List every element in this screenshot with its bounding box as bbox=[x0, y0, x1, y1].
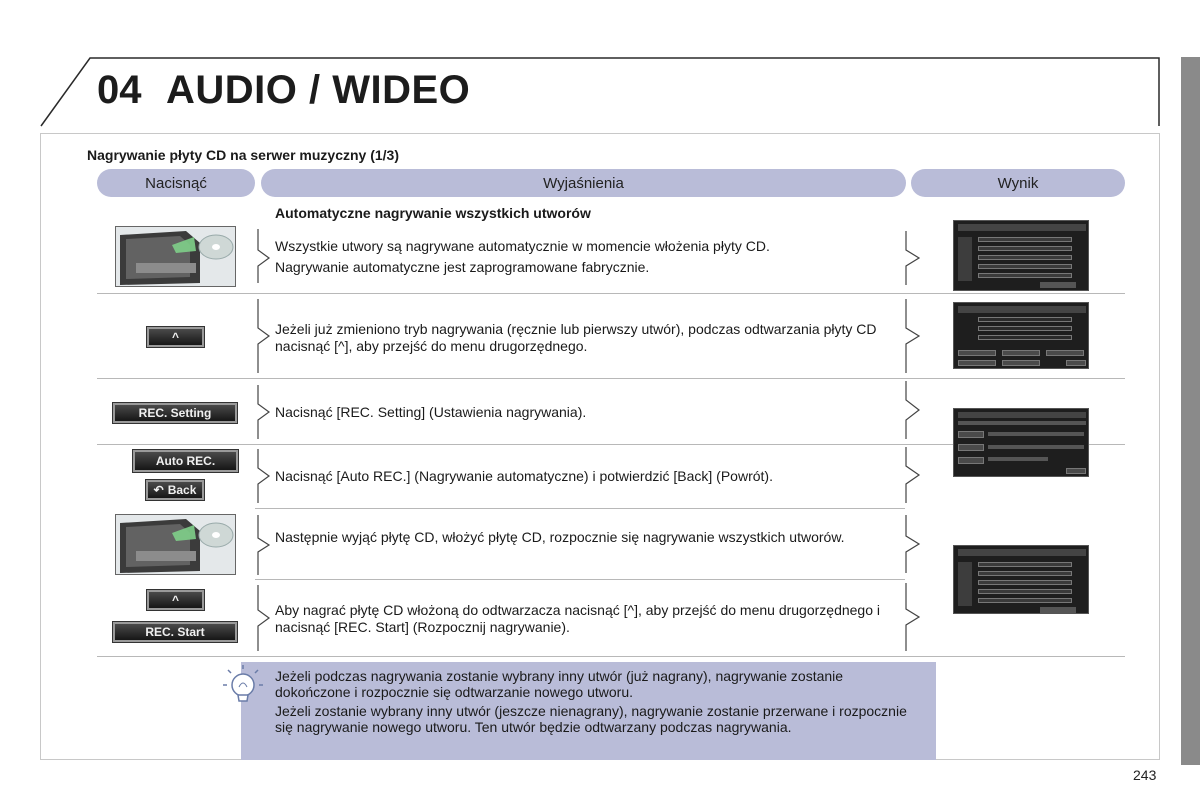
rec-setting-button[interactable]: REC. Setting bbox=[113, 403, 237, 423]
side-tab-bar bbox=[1181, 57, 1200, 765]
row-1-line-1: Wszystkie utwory są nagrywane automatycznie w momencie włożenia płyty CD. bbox=[275, 238, 770, 254]
row-3-explanation: Nacisnąć [REC. Setting] (Ustawienia nagrywania). bbox=[275, 404, 587, 420]
lightbulb-tip-icon bbox=[223, 665, 263, 710]
row-1-line-2: Nagrywanie automatyczne jest zaprogramowane fabrycznie. bbox=[275, 259, 650, 275]
chevron-right-icon bbox=[256, 298, 272, 374]
rec-start-button[interactable]: REC. Start bbox=[113, 622, 237, 642]
chevron-right-icon bbox=[904, 582, 922, 652]
result-screen-rec-setting bbox=[953, 408, 1089, 477]
row-divider bbox=[255, 579, 905, 580]
row-divider bbox=[97, 293, 1125, 294]
section-heading: Nagrywanie płyty CD na serwer muzyczny (1/3) bbox=[87, 147, 399, 163]
row-1-explanation bbox=[275, 238, 895, 280]
chevron-right-icon bbox=[256, 514, 272, 576]
result-screen-submenu bbox=[953, 302, 1089, 369]
result-screen-track-list bbox=[953, 545, 1089, 614]
chevron-right-icon bbox=[256, 228, 272, 284]
chapter-title: AUDIO / WIDEO bbox=[166, 68, 471, 112]
cd-insertion-photo bbox=[115, 514, 236, 575]
row-divider bbox=[97, 378, 1125, 379]
column-header-explanations: Wyjaśnienia bbox=[261, 169, 906, 197]
chevron-right-icon bbox=[256, 448, 272, 504]
chevron-right-icon bbox=[904, 298, 922, 374]
page-number: 243 bbox=[1133, 767, 1157, 783]
chevron-right-icon bbox=[904, 514, 922, 574]
row-5-explanation: Następnie wyjąć płytę CD, włożyć płytę CD, rozpocznie się nagrywanie wszystkich utworów. bbox=[275, 529, 845, 545]
note-paragraph-2: Jeżeli zostanie wybrany inny utwór (jeszcze nienagrany), nagrywanie zostanie przerwane i rozpocznie się nagrywanie nowego utworu. Ten utwór będzie odtwarzany podczas nagrywania. bbox=[275, 703, 907, 735]
chevron-right-icon bbox=[256, 384, 272, 440]
chevron-right-icon bbox=[256, 584, 272, 652]
chevron-right-icon bbox=[904, 380, 922, 440]
row-divider bbox=[255, 508, 905, 509]
result-screen-track-list bbox=[953, 220, 1089, 291]
row-divider bbox=[97, 656, 1125, 657]
row-2-explanation: Jeżeli już zmieniono tryb nagrywania (ręcznie lub pierwszy utwór), podczas odtwarzania płyty CD nacisnąć [^], aby przejść do menu drugorzędnego. bbox=[275, 321, 877, 354]
chevron-right-icon bbox=[904, 230, 922, 286]
row-6-explanation: Aby nagrać płytę CD włożoną do odtwarzacza nacisnąć [^], aby przejść do menu drugorzędnego i nacisnąć [REC. Start] (Rozpocznij nagrywanie). bbox=[275, 602, 881, 635]
column-header-result: Wynik bbox=[911, 169, 1125, 197]
back-arrow-icon: ↶ bbox=[153, 483, 164, 497]
note-text bbox=[275, 668, 915, 738]
chevron-right-icon bbox=[904, 446, 922, 504]
column-header-press: Nacisnąć bbox=[97, 169, 255, 197]
up-button[interactable]: ^ bbox=[147, 327, 204, 347]
row-4-explanation: Nacisnąć [Auto REC.] (Nagrywanie automatyczne) i potwierdzić [Back] (Powrót). bbox=[275, 468, 773, 484]
back-button-label: Back bbox=[167, 483, 197, 497]
note-paragraph-1: Jeżeli podczas nagrywania zostanie wybrany inny utwór (już nagrany), nagrywanie zostanie dokończone i rozpocznie się odtwarzanie nowego utworu. bbox=[275, 668, 844, 700]
up-button[interactable]: ^ bbox=[147, 590, 204, 610]
cd-insertion-photo bbox=[115, 226, 236, 287]
back-button[interactable] bbox=[146, 480, 204, 500]
auto-rec-button[interactable]: Auto REC. bbox=[133, 450, 238, 472]
subheading: Automatyczne nagrywanie wszystkich utworów bbox=[275, 205, 591, 221]
chapter-number: 04 bbox=[97, 68, 142, 112]
